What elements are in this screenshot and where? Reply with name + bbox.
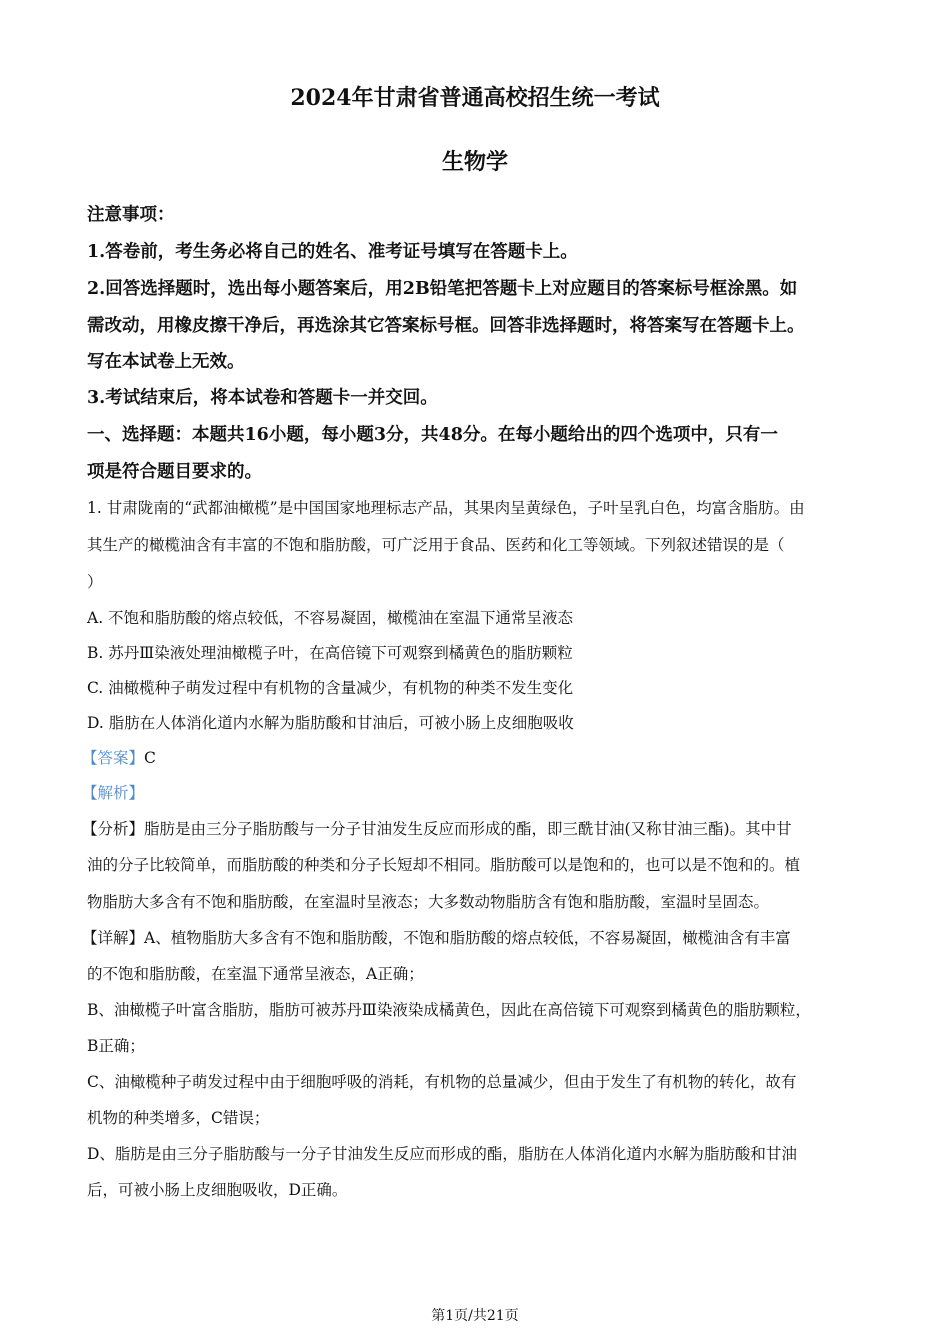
question-stem: ） <box>87 573 103 591</box>
option-a: A. 不饱和脂肪酸的熔点较低，不容易凝固，橄榄油在室温下通常呈液态 <box>87 609 574 627</box>
explanation-line: 物脂肪大多含有不饱和脂肪酸，在室温时呈液态；大多数动物脂肪含有饱和脂肪酸，室温时呈固态。 <box>87 893 770 911</box>
question-stem: 其生产的橄榄油含有丰富的不饱和脂肪酸，可广泛用于食品、医药和化工等领域。下列叙述错误的是（ <box>87 536 785 554</box>
answer-line <box>82 748 156 768</box>
explanation-line: 【详解】A、植物脂肪大多含有不饱和脂肪酸，不饱和脂肪酸的熔点较低，不容易凝固，橄榄油含有丰富 <box>82 929 791 947</box>
explanation-line: 机物的种类增多，C错误； <box>87 1109 270 1127</box>
explanation-line: D、脂肪是由三分子脂肪酸与一分子甘油发生反应而形成的酯，脂肪在人体消化道内水解为脂肪酸和甘油 <box>87 1145 797 1163</box>
explanation-line: 的不饱和脂肪酸，在室温下通常呈液态，A正确； <box>87 965 424 983</box>
section-heading: 项是符合题目要求的。 <box>87 462 262 482</box>
exam-title: 2024年甘肃省普通高校招生统一考试 <box>290 85 660 111</box>
notice-line: 3.考试结束后，将本试卷和答题卡一并交回。 <box>87 388 438 408</box>
notice-heading: 注意事项： <box>87 205 175 225</box>
page-number: 第1页/共21页 <box>431 1308 519 1324</box>
explanation-line: C、油橄榄种子萌发过程中由于细胞呼吸的消耗，有机物的总量减少，但由于发生了有机物的转化，故有 <box>87 1073 797 1091</box>
explanation-line: 油的分子比较简单，而脂肪酸的种类和分子长短却不相同。脂肪酸可以是饱和的，也可以是不饱和的。植 <box>87 856 801 874</box>
notice-line: 需改动，用橡皮擦干净后，再选涂其它答案标号框。回答非选择题时，将答案写在答题卡上。 <box>87 316 805 336</box>
notice-line: 写在本试卷上无效。 <box>87 352 245 372</box>
explanation-line: 【分析】脂肪是由三分子脂肪酸与一分子甘油发生反应而形成的酯，即三酰甘油(又称甘油三酯)。其中甘 <box>82 820 792 838</box>
option-d: D. 脂肪在人体消化道内水解为脂肪酸和甘油后，可被小肠上皮细胞吸收 <box>87 714 574 732</box>
option-b: B. 苏丹Ⅲ染液处理油橄榄子叶，在高倍镜下可观察到橘黄色的脂肪颗粒 <box>87 644 573 662</box>
subject-title: 生物学 <box>441 149 508 175</box>
question-stem: 1. 甘肃陇南的“武都油橄榄”是中国国家地理标志产品，其果肉呈黄绿色，子叶呈乳白色，均富含脂肪。由 <box>87 499 805 517</box>
analysis-label: 【解析】 <box>82 784 145 802</box>
answer-label: 【答案】 <box>82 749 145 767</box>
explanation-line: 后，可被小肠上皮细胞吸收，D正确。 <box>87 1181 348 1199</box>
explanation-line: B正确； <box>87 1037 145 1055</box>
notice-line: 2.回答选择题时，选出每小题答案后，用2B铅笔把答题卡上对应题目的答案标号框涂黑。如 <box>87 279 798 299</box>
notice-line: 1.答卷前，考生务必将自己的姓名、准考证号填写在答题卡上。 <box>87 242 578 262</box>
explanation-line: B、油橄榄子叶富含脂肪，脂肪可被苏丹Ⅲ染液染成橘黄色，因此在高倍镜下可观察到橘黄色的脂肪颗粒， <box>87 1001 811 1019</box>
option-c: C. 油橄榄种子萌发过程中有机物的含量减少，有机物的种类不发生变化 <box>87 679 574 697</box>
answer-value: C <box>144 749 156 767</box>
section-heading: 一、选择题：本题共16小题，每小题3分，共48分。在每小题给出的四个选项中，只有一 <box>87 425 778 445</box>
